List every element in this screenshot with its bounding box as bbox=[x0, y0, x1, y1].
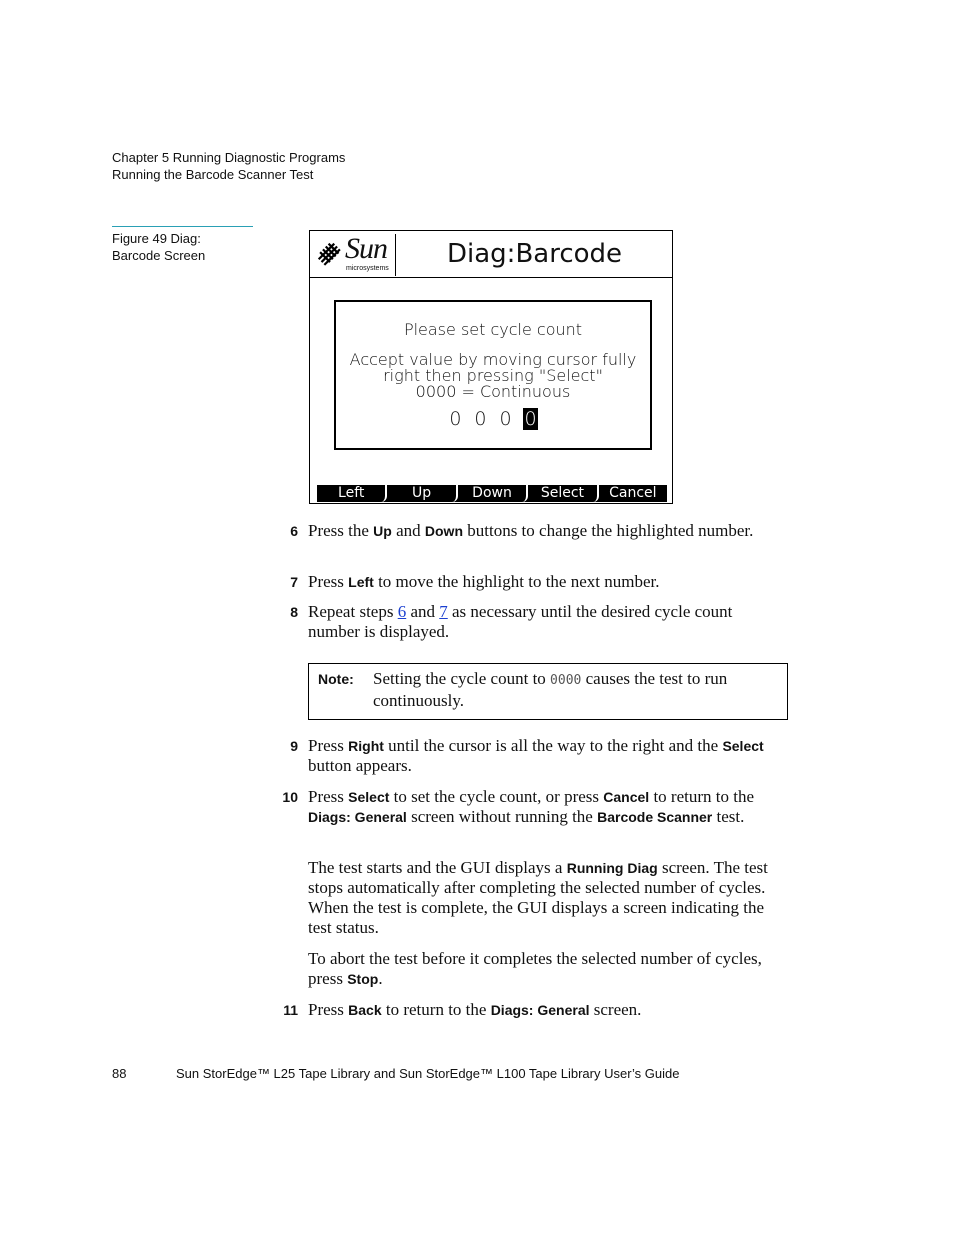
lcd-screen-figure bbox=[309, 230, 673, 504]
footer-title: Sun StorEdge™ L25 Tape Library and Sun StorEdge™ L100 Tape Library User’s Guide bbox=[176, 1066, 680, 1081]
page-number: 88 bbox=[112, 1066, 127, 1081]
step-number: 6 bbox=[290, 523, 298, 539]
paragraph-test-starts: The test starts and the GUI displays a Running Diag screen. The test stops automatically after completing the selected number of cycles. When the test is complete, the GUI displays a screen indicating the test status. bbox=[308, 858, 768, 937]
step-number: 7 bbox=[290, 574, 298, 590]
dialog-line2: Accept value by moving cursor fully bbox=[349, 350, 637, 369]
sun-diamond-icon bbox=[313, 238, 347, 272]
dialog-line3: right then pressing "Select" bbox=[383, 366, 603, 385]
step-6-link[interactable]: 6 bbox=[397, 602, 407, 621]
note-text: Setting the cycle count to 0000 causes the test to run continuously. bbox=[373, 669, 728, 710]
figure-caption bbox=[112, 230, 205, 264]
down-button[interactable]: Down bbox=[458, 485, 528, 502]
step-text: Press Right until the cursor is all the way to the right and the Select button appears. bbox=[308, 736, 764, 775]
step-7-link[interactable]: 7 bbox=[439, 602, 448, 621]
select-button[interactable]: Select bbox=[528, 485, 598, 502]
chapter-title: Chapter 5 Running Diagnostic Programs bbox=[112, 150, 346, 165]
softkey-bar bbox=[317, 485, 667, 502]
step-text: Repeat steps 6 and 7 as necessary until the desired cycle count number is displayed. bbox=[308, 602, 733, 641]
figure-caption-line2: Barcode Screen bbox=[112, 248, 206, 263]
step-number: 10 bbox=[282, 789, 298, 805]
cancel-button[interactable]: Cancel bbox=[609, 485, 657, 501]
logo-subtext: microsystems bbox=[346, 265, 389, 272]
dialog-instructions bbox=[336, 352, 650, 400]
step-text: Press the Up and Down buttons to change the highlighted number. bbox=[308, 521, 754, 540]
digit-2[interactable]: 0 bbox=[474, 408, 487, 430]
step-text: Press Back to return to the Diags: General screen. bbox=[308, 1000, 642, 1019]
note-box bbox=[308, 663, 788, 720]
screen-title: Diag:Barcode bbox=[447, 239, 623, 269]
figure-caption-line1: Figure 49 Diag: bbox=[112, 231, 201, 246]
dialog-line4: 0000 = Continuous bbox=[415, 382, 571, 401]
digit-3[interactable]: 0 bbox=[499, 408, 512, 430]
left-button[interactable]: Left bbox=[317, 485, 387, 502]
figure-rule bbox=[112, 226, 253, 227]
running-header bbox=[112, 149, 345, 183]
logo-wordmark: Sun bbox=[345, 232, 387, 265]
sun-logo bbox=[313, 234, 396, 276]
digit-4-highlighted[interactable]: 0 bbox=[524, 408, 537, 430]
dialog-prompt: Please set cycle count bbox=[403, 320, 583, 339]
section-title: Running the Barcode Scanner Test bbox=[112, 167, 314, 182]
step-text: Press Left to move the highlight to the next number. bbox=[308, 572, 660, 591]
step-number: 8 bbox=[290, 604, 298, 620]
step-number: 11 bbox=[283, 1002, 298, 1018]
up-button[interactable]: Up bbox=[387, 485, 457, 502]
digit-1[interactable]: 0 bbox=[449, 408, 462, 430]
note-label: Note: bbox=[318, 671, 354, 687]
code-value: 0000 bbox=[550, 673, 582, 688]
cycle-count-digits[interactable] bbox=[336, 408, 650, 430]
step-number: 9 bbox=[290, 738, 298, 754]
paragraph-abort: To abort the test before it completes the selected number of cycles, press Stop. bbox=[308, 949, 762, 988]
step-text: Press Select to set the cycle count, or press Cancel to return to the Diags: General screen without running the Barcode Scanner test. bbox=[308, 787, 754, 826]
lcd-header bbox=[310, 231, 672, 278]
cycle-count-dialog bbox=[334, 300, 652, 450]
